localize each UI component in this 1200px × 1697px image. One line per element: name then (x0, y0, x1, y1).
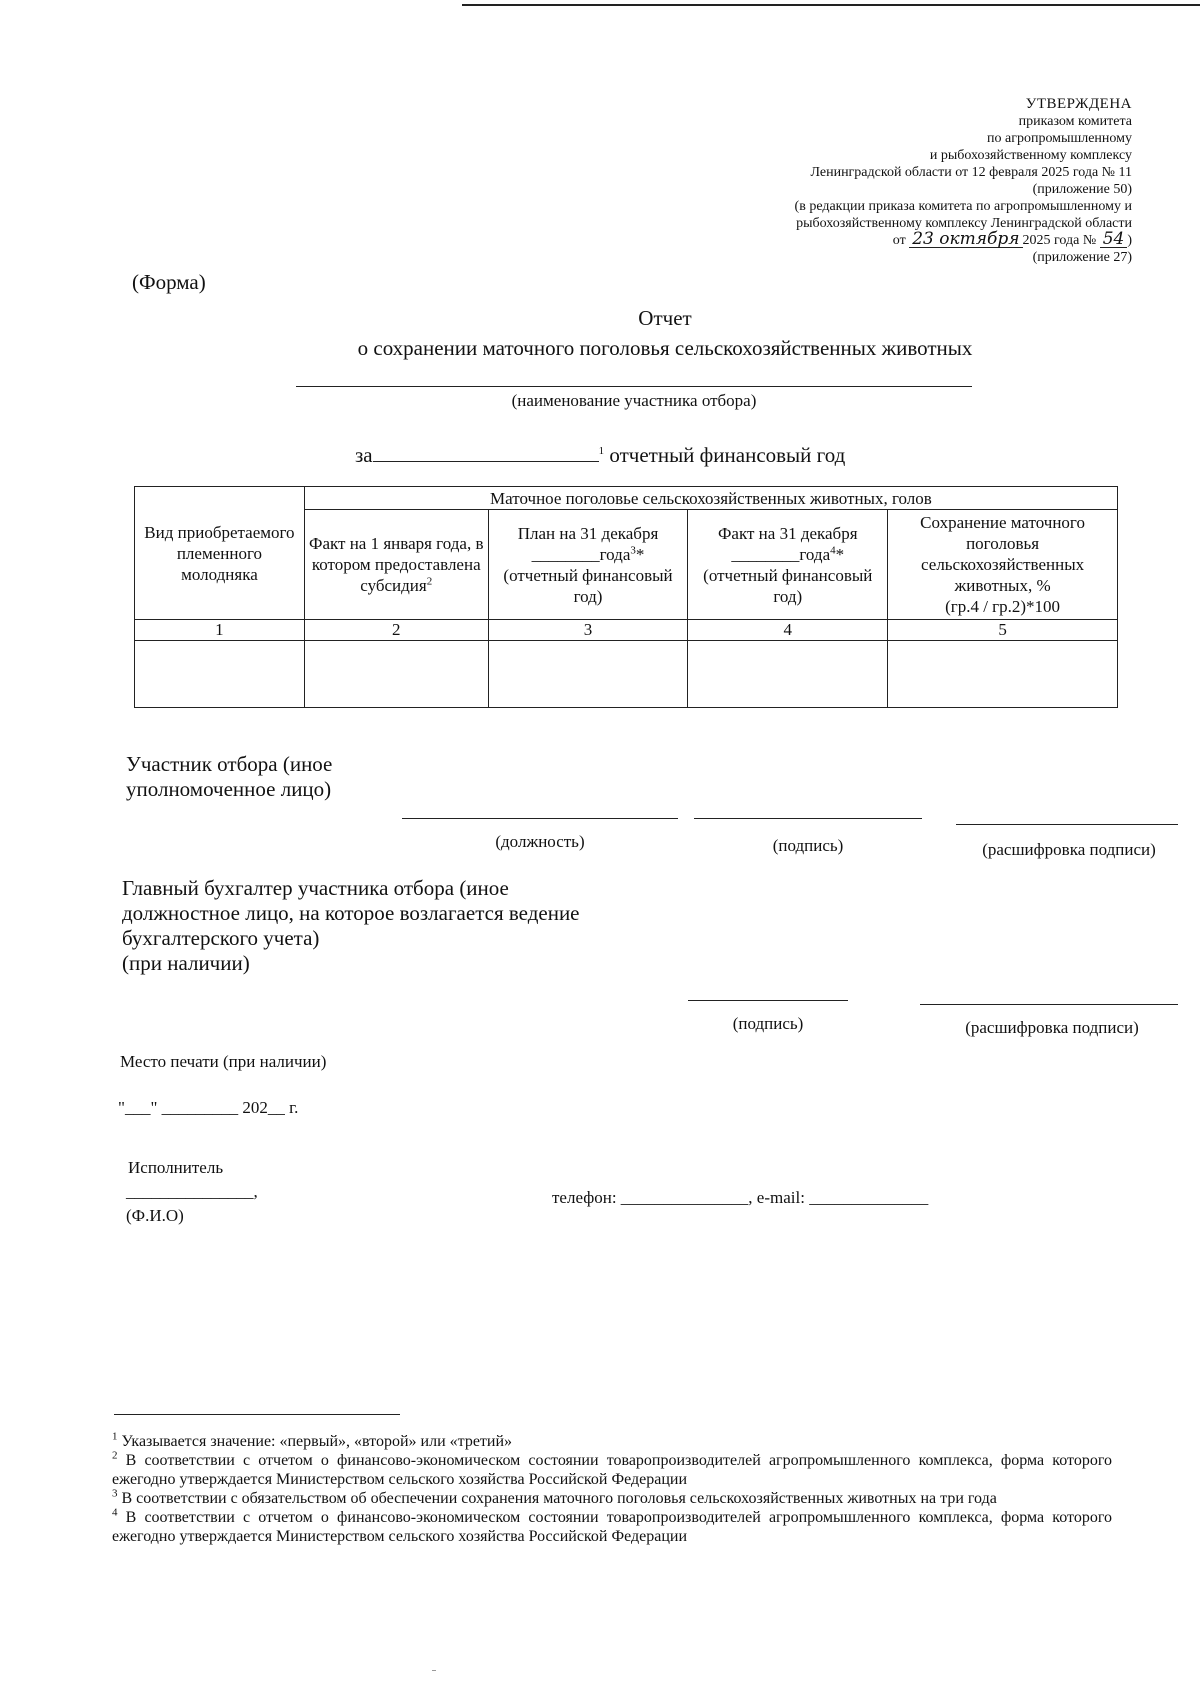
header-col-1: Вид приобретаемого племенного молодняка (135, 487, 305, 620)
column-number: 2 (304, 620, 488, 641)
approval-line: (в редакции приказа комитета по агропромышленному и (794, 199, 1132, 214)
livestock-table (134, 486, 1118, 708)
accountant-label-line: (при наличии) (122, 951, 250, 975)
executor-blank[interactable]: _______________, (126, 1182, 258, 1201)
approval-line: и рыбохозяйственному комплексу (929, 148, 1132, 163)
data-cell[interactable] (304, 641, 488, 708)
executor-label: Исполнитель (128, 1158, 224, 1177)
header-col-4-line-a: Факт на 31 декабря (717, 523, 858, 543)
header-col-4-star: * (835, 544, 845, 564)
footnote-2 (112, 1451, 1112, 1489)
accountant-label-line: Главный бухгалтер участника отбора (иное (122, 876, 509, 900)
footnote-ref-2: 2 (426, 575, 433, 588)
executor-contacts[interactable]: телефон: _______________, e-mail: ______________ (552, 1188, 929, 1207)
approval-line: приказом комитета (1018, 114, 1132, 129)
accountant-label-line: должностное лицо, на которое возлагается ведение (122, 901, 580, 925)
column-number: 4 (688, 620, 888, 641)
approval-line: по агропромышленному (987, 131, 1132, 146)
amendment-middle: 2025 года № (1022, 233, 1097, 248)
position-caption: (должность) (495, 832, 585, 851)
handwritten-date: 23 октября (909, 232, 1022, 248)
header-col-4-line-c: (отчетный финансовый год) (703, 565, 873, 606)
header-col-3-line-b: ________года (531, 544, 631, 564)
period-prefix: за (355, 443, 373, 467)
data-cell[interactable] (888, 641, 1118, 708)
footnote-separator (114, 1414, 400, 1415)
signature-caption: (подпись) (772, 836, 844, 855)
report-subtitle: о сохранении маточного поголовья сельскохозяйственных животных (357, 336, 973, 360)
accountant-label (122, 876, 580, 976)
approval-line: рыбохозяйственному комплексу Ленинградской области (796, 216, 1132, 231)
data-cell[interactable] (135, 641, 305, 708)
period-footnote-ref: 1 (598, 445, 605, 457)
footnote-ref-3: 3 (630, 543, 636, 556)
footnotes (112, 1432, 1112, 1546)
participant-signatory-label: Участник отбора (иное уполномоченное лицо) (126, 752, 333, 801)
footnote-text: В соответствии с отчетом о финансово-экономическом состоянии товаропроизводителей агропромышленного комплекса, форма которого ежегодно утверждается Министерством сельского хозяйства Российской Федерации (112, 1452, 1112, 1488)
participant-name-line (296, 386, 972, 387)
header-col-2 (304, 510, 488, 620)
footnote-number: 4 (112, 1506, 118, 1519)
accountant-decode-caption: (расшифровка подписи) (965, 1018, 1139, 1037)
date-line[interactable]: "___" _________ 202__ г. (118, 1098, 299, 1117)
decode-line[interactable] (956, 824, 1178, 825)
decode-caption: (расшифровка подписи) (982, 840, 1156, 859)
appendix-line: (приложение 27) (1032, 250, 1132, 265)
handwritten-number: 54 (1100, 232, 1128, 248)
position-line[interactable] (402, 818, 678, 819)
stamp-place: Место печати (при наличии) (120, 1052, 327, 1071)
amendment-line (795, 229, 1132, 249)
footnote-number: 2 (112, 1449, 118, 1462)
header-group: Маточное поголовье сельскохозяйственных животных, голов (304, 487, 1117, 510)
data-cell[interactable] (688, 641, 888, 708)
scan-speck (432, 1670, 436, 1671)
accountant-decode-line[interactable] (920, 1004, 1178, 1005)
footnote-number: 1 (112, 1430, 118, 1443)
header-col-3-star: * (635, 544, 645, 564)
footnote-number: 3 (112, 1487, 118, 1500)
accountant-signature-line[interactable] (688, 1000, 848, 1001)
form-label: (Форма) (132, 270, 206, 294)
period-blank (373, 443, 599, 462)
header-col-5 (888, 510, 1118, 620)
column-number: 5 (888, 620, 1118, 641)
participant-name-caption: (наименование участника отбора) (511, 391, 757, 410)
accountant-signature-caption: (подпись) (732, 1014, 804, 1033)
footnote-text: Указывается значение: «первый», «второй» или «третий» (121, 1433, 513, 1450)
executor-fio-caption: (Ф.И.О) (126, 1206, 184, 1225)
approval-line: (приложение 50) (1032, 182, 1132, 197)
period-suffix: отчетный финансовый год (609, 443, 846, 467)
approval-stamp (795, 96, 1132, 266)
signature-line[interactable] (694, 818, 922, 819)
top-scan-line (462, 4, 1200, 6)
column-number: 3 (488, 620, 688, 641)
data-cell[interactable] (488, 641, 688, 708)
header-col-5-formula: (гр.4 / гр.2)*100 (945, 597, 1061, 616)
header-col-4-line-b: ________года (731, 544, 831, 564)
footnote-4 (112, 1508, 1112, 1546)
footnote-text: В соответствии с обязательством об обеспечении сохранения маточного поголовья сельскохозяйственных животных на три года (121, 1490, 997, 1507)
header-col-4 (688, 510, 888, 620)
amendment-prefix: от (892, 233, 906, 248)
footnote-3 (112, 1489, 1112, 1508)
reporting-period (355, 443, 845, 468)
header-col-5-text: Сохранение маточного поголовья сельскохозяйственных животных, % (920, 513, 1085, 595)
footnote-text: В соответствии с отчетом о финансово-экономическом состоянии товаропроизводителей агропромышленного комплекса, форма которого ежегодно утверждается Министерством сельского хозяйства Российской Федерации (112, 1509, 1112, 1545)
header-col-3 (488, 510, 688, 620)
header-col-3-line-c: (отчетный финансовый год) (503, 565, 673, 606)
footnote-ref-4: 4 (830, 543, 836, 556)
approval-line: УТВЕРЖДЕНА (1025, 96, 1132, 112)
report-title: Отчет (638, 306, 692, 330)
header-col-3-line-a: План на 31 декабря (517, 523, 659, 543)
accountant-label-line: бухгалтерского учета) (122, 926, 320, 950)
footnote-1 (112, 1432, 1112, 1451)
approval-line: Ленинградской области от 12 февраля 2025 года № 11 (810, 165, 1132, 180)
amendment-suffix: ) (1127, 233, 1132, 248)
header-col-2-text: Факт на 1 января года, в котором предоставлена субсидия (309, 534, 484, 595)
column-number: 1 (135, 620, 305, 641)
